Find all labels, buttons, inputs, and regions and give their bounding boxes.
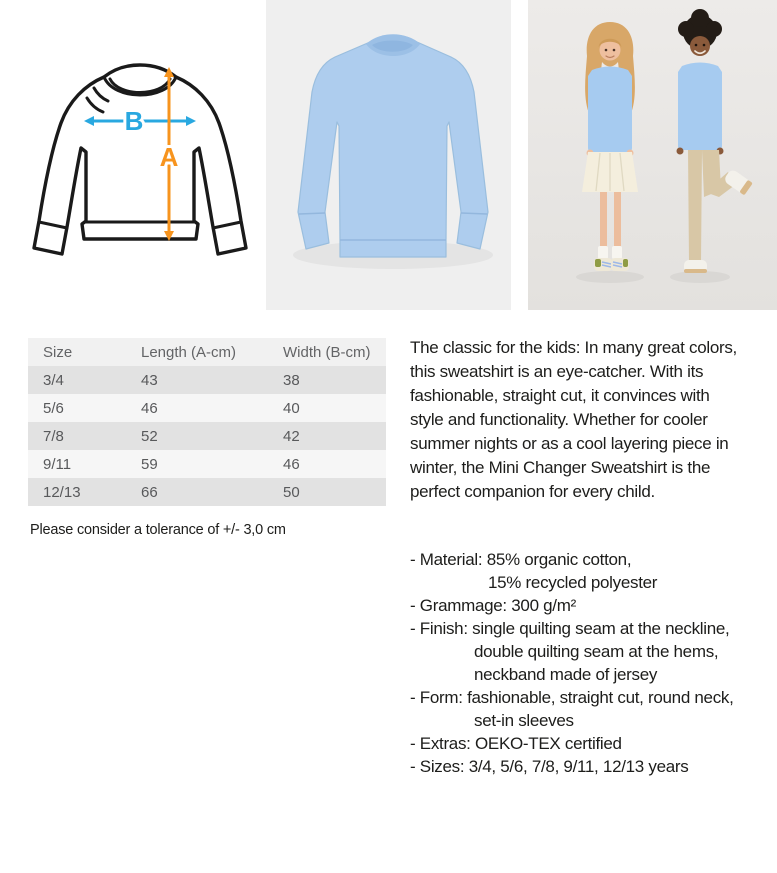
width-value: 50 [283,483,300,501]
detail-sizes: - Sizes: 3/4, 5/6, 7/8, 9/11, 12/13 years [410,757,689,776]
detail-material-cont: 15% recycled polyester [488,573,658,592]
length-value: 46 [141,399,158,417]
size-value: 12/13 [43,483,81,501]
measurement-diagram [20,40,260,280]
column-header-width: Width (B-cm) [283,343,371,361]
description-line: winter, the Mini Changer Sweatshirt is the [410,458,711,477]
table-row [28,394,386,422]
product-description [410,336,777,504]
table-row [28,422,386,450]
detail-finish-cont: double quilting seam at the hems, [474,642,719,661]
description-line: The classic for the kids: In many great colors, [410,338,737,357]
width-value: 46 [283,455,300,473]
description-line: style and functionality. Whether for cooler [410,410,708,429]
detail-finish-cont: neckband made of jersey [474,665,658,684]
description-line: perfect companion for every child. [410,482,655,501]
detail-form-cont: set-in sleeves [474,711,574,730]
size-value: 9/11 [43,455,72,473]
table-row [28,478,386,506]
table-row [28,366,386,394]
length-value: 43 [141,371,158,389]
tolerance-note: Please consider a tolerance of +/- 3,0 cm [30,522,286,538]
product-details-list [410,548,777,778]
detail-finish: - Finish: single quilting seam at the neckline, [410,619,730,638]
description-line: fashionable, straight cut, it convinces with [410,386,710,405]
kids-photo-image [528,0,777,310]
size-value: 7/8 [43,427,64,445]
kids-model-photo [528,0,777,310]
size-value: 5/6 [43,399,64,417]
column-header-length: Length (A-cm) [141,343,237,361]
table-row [28,450,386,478]
description-line: this sweatshirt is an eye-catcher. With its [410,362,704,381]
length-value: 59 [141,455,158,473]
detail-form: - Form: fashionable, straight cut, round neck, [410,688,734,707]
width-value: 38 [283,371,300,389]
flat-sweatshirt-image [266,0,511,310]
width-value: 42 [283,427,300,445]
detail-grammage: - Grammage: 300 g/m² [410,596,576,615]
width-label: B [124,106,144,136]
sweatshirt-outline-drawing [20,40,260,280]
detail-extras: - Extras: OEKO-TEX certified [410,734,622,753]
width-value: 40 [283,399,300,417]
size-table-header-row [28,338,386,366]
size-table [28,338,386,506]
column-header-size: Size [43,343,73,361]
length-value: 66 [141,483,158,501]
size-value: 3/4 [43,371,64,389]
product-photo-flat [266,0,511,310]
length-label: A [159,142,179,172]
length-value: 52 [141,427,158,445]
description-line: summer nights or as a cool layering piece in [410,434,729,453]
detail-material: - Material: 85% organic cotton, [410,550,632,569]
